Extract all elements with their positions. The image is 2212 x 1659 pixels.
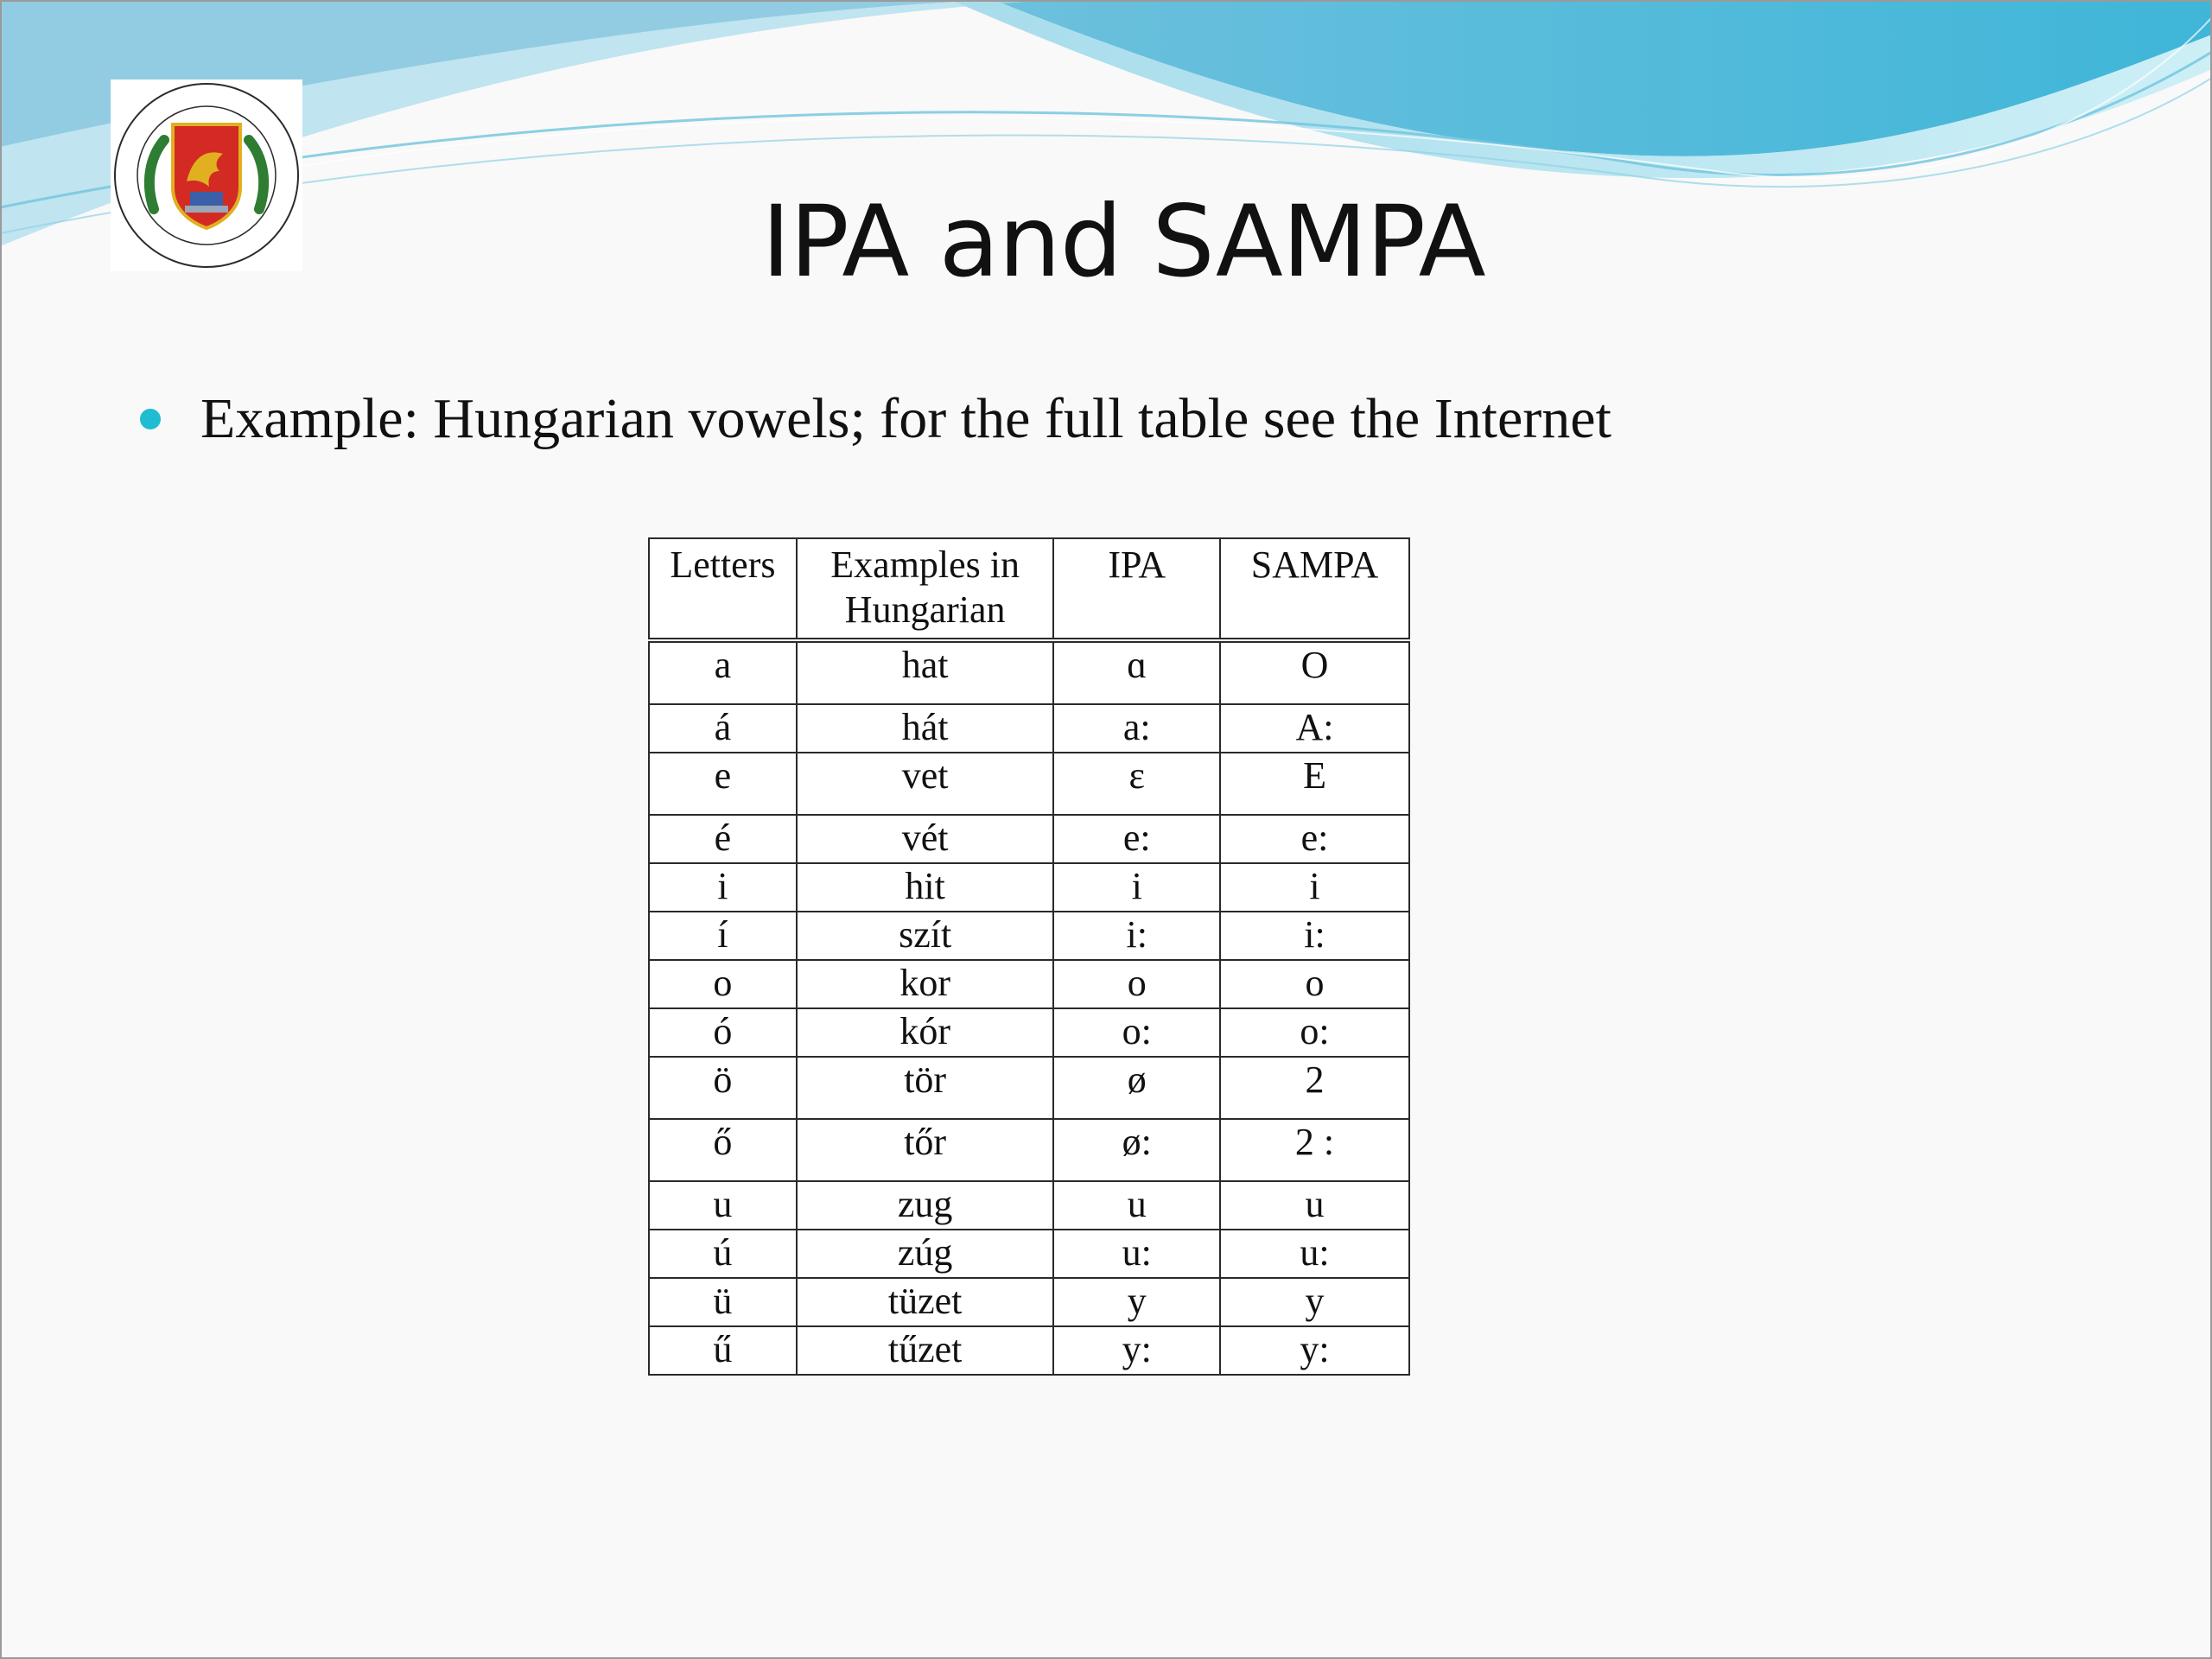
- cell-letter: á: [649, 704, 797, 753]
- table-row: [649, 1119, 1409, 1181]
- table-row: [649, 1326, 1409, 1375]
- cell-letter: ű: [649, 1326, 797, 1375]
- table-row: [649, 704, 1409, 753]
- cell-ipa: u: [1053, 1181, 1220, 1230]
- table-row: [649, 1230, 1409, 1278]
- cell-ipa: e:: [1053, 815, 1220, 863]
- cell-letter: i: [649, 863, 797, 912]
- header-examples: [797, 538, 1054, 640]
- cell-ipa: ø:: [1053, 1119, 1220, 1181]
- header-letters: Letters: [649, 538, 797, 640]
- cell-ipa: o:: [1053, 1008, 1220, 1057]
- bullet-text: Example: Hungarian vowels; for the full table see the Internet: [200, 387, 1611, 450]
- slide-title: IPA and SAMPA: [761, 184, 1485, 299]
- cell-sampa: o:: [1220, 1008, 1409, 1057]
- cell-example: kor: [797, 960, 1054, 1008]
- cell-ipa: u:: [1053, 1230, 1220, 1278]
- cell-example: kór: [797, 1008, 1054, 1057]
- cell-sampa: O: [1220, 640, 1409, 704]
- cell-ipa: i:: [1053, 912, 1220, 960]
- cell-ipa: y: [1053, 1278, 1220, 1326]
- table-row: [649, 1181, 1409, 1230]
- table-row: [649, 640, 1409, 704]
- cell-sampa: y:: [1220, 1326, 1409, 1375]
- table-row: [649, 753, 1409, 815]
- cell-example: hit: [797, 863, 1054, 912]
- cell-ipa: ɑ: [1053, 640, 1220, 704]
- vowel-table: [648, 537, 1410, 1376]
- cell-sampa: u:: [1220, 1230, 1409, 1278]
- bullet-dot-icon: [140, 409, 161, 429]
- header-sampa: SAMPA: [1220, 538, 1409, 640]
- cell-sampa: i:: [1220, 912, 1409, 960]
- table-row: [649, 863, 1409, 912]
- cell-sampa: o: [1220, 960, 1409, 1008]
- table-row: [649, 1008, 1409, 1057]
- cell-example: hát: [797, 704, 1054, 753]
- table-row: [649, 912, 1409, 960]
- cell-ipa: a:: [1053, 704, 1220, 753]
- cell-letter: a: [649, 640, 797, 704]
- cell-sampa: 2: [1220, 1057, 1409, 1119]
- header-examples-line2: Hungarian: [844, 588, 1006, 631]
- table-header-row: [649, 538, 1409, 640]
- cell-example: tűzet: [797, 1326, 1054, 1375]
- cell-example: tör: [797, 1057, 1054, 1119]
- cell-letter: í: [649, 912, 797, 960]
- cell-ipa: i: [1053, 863, 1220, 912]
- table-row: [649, 1057, 1409, 1119]
- cell-example: hat: [797, 640, 1054, 704]
- table-row: [649, 960, 1409, 1008]
- cell-example: tüzet: [797, 1278, 1054, 1326]
- header-ipa: IPA: [1053, 538, 1220, 640]
- cell-sampa: e:: [1220, 815, 1409, 863]
- bullet-item: [140, 380, 1611, 458]
- cell-ipa: o: [1053, 960, 1220, 1008]
- cell-sampa: i: [1220, 863, 1409, 912]
- header-examples-line1: Examples in: [830, 543, 1020, 586]
- cell-letter: ú: [649, 1230, 797, 1278]
- cell-example: vet: [797, 753, 1054, 815]
- cell-ipa: ø: [1053, 1057, 1220, 1119]
- cell-ipa: ɛ: [1053, 753, 1220, 815]
- cell-letter: é: [649, 815, 797, 863]
- cell-ipa: y:: [1053, 1326, 1220, 1375]
- cell-letter: ó: [649, 1008, 797, 1057]
- cell-letter: u: [649, 1181, 797, 1230]
- cell-letter: e: [649, 753, 797, 815]
- table-row: [649, 815, 1409, 863]
- table-row: [649, 1278, 1409, 1326]
- cell-sampa: u: [1220, 1181, 1409, 1230]
- cell-example: tőr: [797, 1119, 1054, 1181]
- cell-letter: ö: [649, 1057, 797, 1119]
- cell-sampa: E: [1220, 753, 1409, 815]
- cell-example: zúg: [797, 1230, 1054, 1278]
- cell-letter: ü: [649, 1278, 797, 1326]
- cell-example: szít: [797, 912, 1054, 960]
- cell-sampa: A:: [1220, 704, 1409, 753]
- cell-example: zug: [797, 1181, 1054, 1230]
- cell-example: vét: [797, 815, 1054, 863]
- cell-sampa: 2 :: [1220, 1119, 1409, 1181]
- cell-letter: o: [649, 960, 797, 1008]
- cell-sampa: y: [1220, 1278, 1409, 1326]
- cell-letter: ő: [649, 1119, 797, 1181]
